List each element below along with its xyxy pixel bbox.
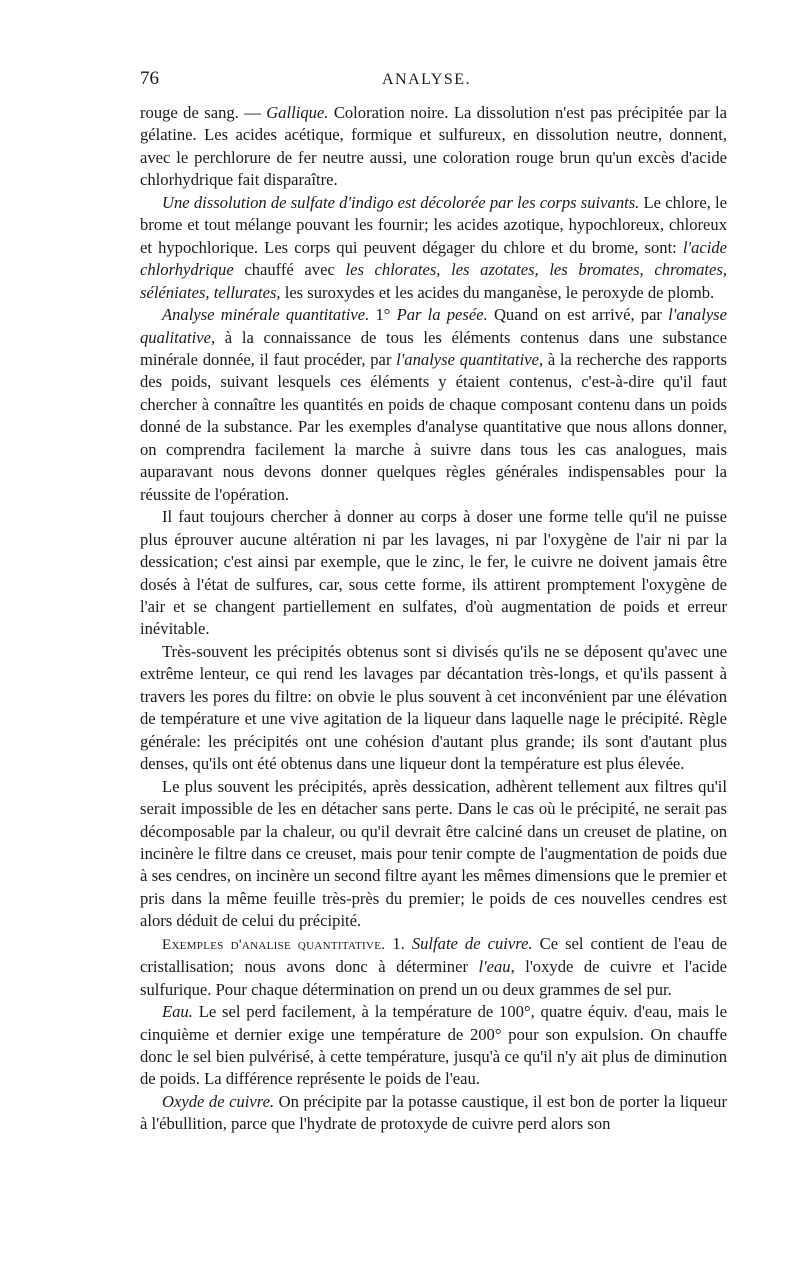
italic-text: Sulfate de cuivre. [411, 933, 533, 953]
small-caps-heading: Exemples d'analise quantitative. [162, 936, 386, 953]
italic-text: l'eau [478, 957, 511, 977]
text-run: chauffé avec [233, 260, 346, 280]
page-header [140, 68, 727, 102]
paragraph [140, 1001, 727, 1091]
text-run: , l'oxyde de cuivre et l'acide sulfurique. Pour chaque détermination on prend un ou deux grammes de sel pur. [140, 957, 727, 999]
page-number: 76 [140, 68, 159, 89]
italic-text: l'analyse quantitative [396, 349, 539, 369]
paragraph [140, 641, 727, 776]
text-run: 1. [385, 933, 412, 953]
text-run: Quand on est arrivé, par [487, 305, 669, 325]
text-run: Le sel perd facilement, à la température de 100°, quatre équiv. d'eau, mais le cinquième et dernier exige une température de 200° pour son expulsion. On chauffe donc le sel bien pulvérisé, à cette température, jusqu'à ce qu'il n'y ait plus de diminution de poids. La différence représente le poids de l'eau. [140, 1002, 727, 1089]
italic-text: Gallique. [266, 103, 329, 122]
text-run: les suroxydes et les acides du manganèse, le peroxyde de plomb. [280, 282, 715, 302]
text-run: Le chlore, le brome et tout mélange pouvant les fournir; les acides azotique, hypochloreux, chloreux et hypochlorique. Les corps qui peuvent dégager du chlore et du brome, sont: [140, 192, 728, 257]
text-run: Très-souvent les précipités obtenus sont si divisés qu'ils ne se déposent qu'avec une extrême lenteur, ce qui rend les lavages par décantation très-longs, et qu'ils passent à travers les pores du filtre: on obvie le plus souvent à cet inconvénient par une élévation de température et une vive agitation de la liqueur dans laquelle nage le précipité. Règle générale: les précipités ont une cohésion d'autant plus grande; ils sont d'autant plus denses, qu'ils ont été obtenus dans une liqueur dont la température est plus élevée. [140, 641, 727, 774]
text-run: , à la connaissance de tous les éléments contenus dans une substance minérale donnée, il faut procéder, par [140, 327, 727, 369]
italic-text: Par la pesée. [396, 305, 488, 325]
paragraph [140, 776, 727, 933]
paragraph [140, 933, 727, 1001]
running-title: ANALYSE. [382, 71, 472, 88]
text-run: rouge de sang. — [140, 103, 267, 122]
text-run: Le plus souvent les précipités, après dessication, adhèrent tellement aux filtres qu'il serait impossible de les en détacher sans perte. Dans le cas où le précipité, ne serait pas décomposable par la chaleur, ou qu'il devrait être calciné dans un creuset de platine, on incinère le filtre dans ce creuset, mais pour tenir compte de l'augmentation de poids due à ses cendres, on incinère un second filtre ayant les mêmes dimensions que le premier et pris dans la même feuille très-près du premier; le poids de ces nouvelles cendres est alors déduit de celui du précipité. [140, 776, 727, 931]
text-run: Il faut toujours chercher à donner au corps à doser une forme telle qu'il ne puisse plus éprouver aucune altération ni par les lavages, ni par l'oxygène de l'air ni par la dessication; c'est ainsi par exemple, que le zinc, le fer, le cuivre ne doivent jamais être dosés à l'état de sulfures, car, sous cette forme, ils attirent promptement l'oxygène de l'air et se changent partiellement en sulfates, d'où augmentation de poids et erreur inévitable. [140, 507, 727, 639]
italic-text: Analyse minérale quantitative. [162, 305, 370, 325]
text-run: Ce sel contient de l'eau de cristallisation; nous avons donc à déterminer [140, 933, 727, 977]
italic-text: l'analyse qualitative [140, 305, 728, 347]
text-run: On précipite par la potasse caustique, il est bon de porter la liqueur à l'ébullition, parce que l'hydrate de protoxyde de cuivre perd alors son [140, 1091, 728, 1134]
paragraph [140, 192, 727, 304]
book-page [140, 68, 727, 1236]
text-run: , à la recherche des rapports des poids, suivant lesquels ces éléments y étaient contenus, c'est-à-dire qu'il faut chercher à connaître les quantités en poids de chaque composant contenu dans un poids donné de la substance. Par les exemples d'analyse quantitative que nous allons donner, on comprendra facilement la marche à suivre dans tous les cas analogues, mais auparavant nous devons donner quelques règles générales indispensables pour la réussite de l'opération. [140, 349, 728, 504]
text-run: 1° [369, 305, 397, 325]
italic-text: Une dissolution de sulfate d'indigo est décolorée par les corps suivants. [162, 192, 640, 212]
paragraph [140, 102, 727, 192]
italic-text: Eau. [162, 1002, 193, 1022]
italic-text: Oxyde de cuivre. [162, 1091, 275, 1111]
paragraph [140, 506, 727, 641]
italic-text: les chlorates, les azotates, les bromates, chromates, séléniates, tellurates, [140, 260, 727, 302]
body-text [140, 102, 727, 1136]
text-run: Coloration noire. La dissolution n'est pas précipitée par la gélatine. Les acides acétique, formique et sulfureux, en dissolution neutre, donnent, avec le perchlorure de fer neutre aussi, une coloration rouge brun qu'un excès d'acide chlorhydrique fait disparaître. [140, 103, 727, 190]
paragraph [140, 304, 727, 506]
paragraph [140, 1091, 727, 1136]
italic-text: l'acide chlorhydrique [140, 237, 727, 280]
